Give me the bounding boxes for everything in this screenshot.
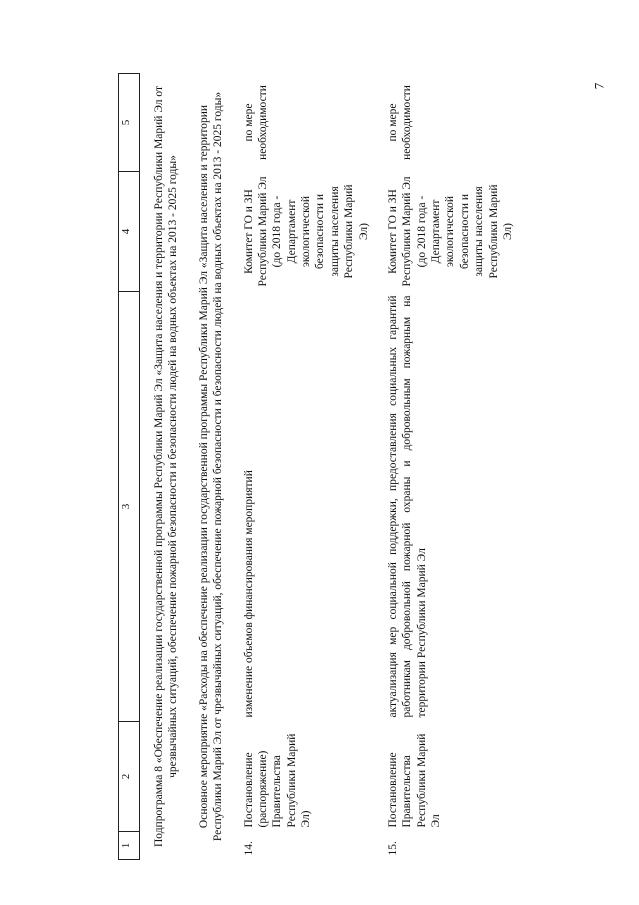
row-term: по мере необходимости: [242, 85, 269, 160]
row-executor: Комитет ГО и ЗН Республики Марий Эл (до 2018 года - Департамент экологической безопасности и защиты населения Республики Марий Эл): [242, 176, 370, 287]
header-col-4: 4: [119, 172, 140, 292]
header-col-2: 2: [119, 722, 140, 832]
measures-table-rotated: [118, 74, 530, 860]
row-term: по мере необходимости: [386, 85, 414, 160]
row-number: 14.: [242, 841, 255, 856]
table-row: [374, 74, 518, 860]
subprogram-row: [140, 74, 185, 860]
row-executor: Комитет ГО и ЗН Республики Марий Эл (до 2018 года - Департамент экологической безопасности и защиты населения Республики Марий Эл): [386, 176, 514, 287]
table-row: [230, 74, 374, 860]
row-number: 15.: [386, 841, 399, 856]
header-col-3: 3: [119, 292, 140, 722]
subprogram-title: Подпрограмма 8 «Обеспечение реализации государственной программы Республики Марий Эл «Защита населения и территории Республики Марий Эл от чрезвычайных ситуаций, обеспечение пожарной безопасности и безопасности людей на водных объектах на 2013 - 2025 годы»: [153, 85, 180, 848]
measures-table: [118, 73, 518, 860]
header-col-1: 1: [119, 832, 140, 860]
row-content: изменение объемов финансирования мероприятий: [242, 470, 255, 718]
row-document-type: Постановление Правительства Республики Марий Эл: [386, 733, 442, 828]
main-activity-title: Основное мероприятие «Расходы на обеспечение реализации государственной программы Республики Марий Эл «Защита населения и территории Республики Марий Эл от чрезвычайных ситуаций, обеспечение пожарной безопасности и безопасности людей на водных объектах на 2013 - 2025 годы»: [197, 91, 225, 842]
header-col-5: 5: [119, 74, 140, 172]
page-number: 7: [591, 82, 607, 90]
table-header-row: [119, 74, 140, 860]
main-activity-row: [185, 74, 230, 860]
row-document-type: Постановление (распоряжение) Правительства Республики Марий Эл): [242, 733, 312, 828]
row-content: актуализация мер социальной поддержки, предоставления социальных гарантий работникам добровольной пожарной охраны и добровольным пожарным на территории Республики Марий Эл: [386, 295, 428, 718]
